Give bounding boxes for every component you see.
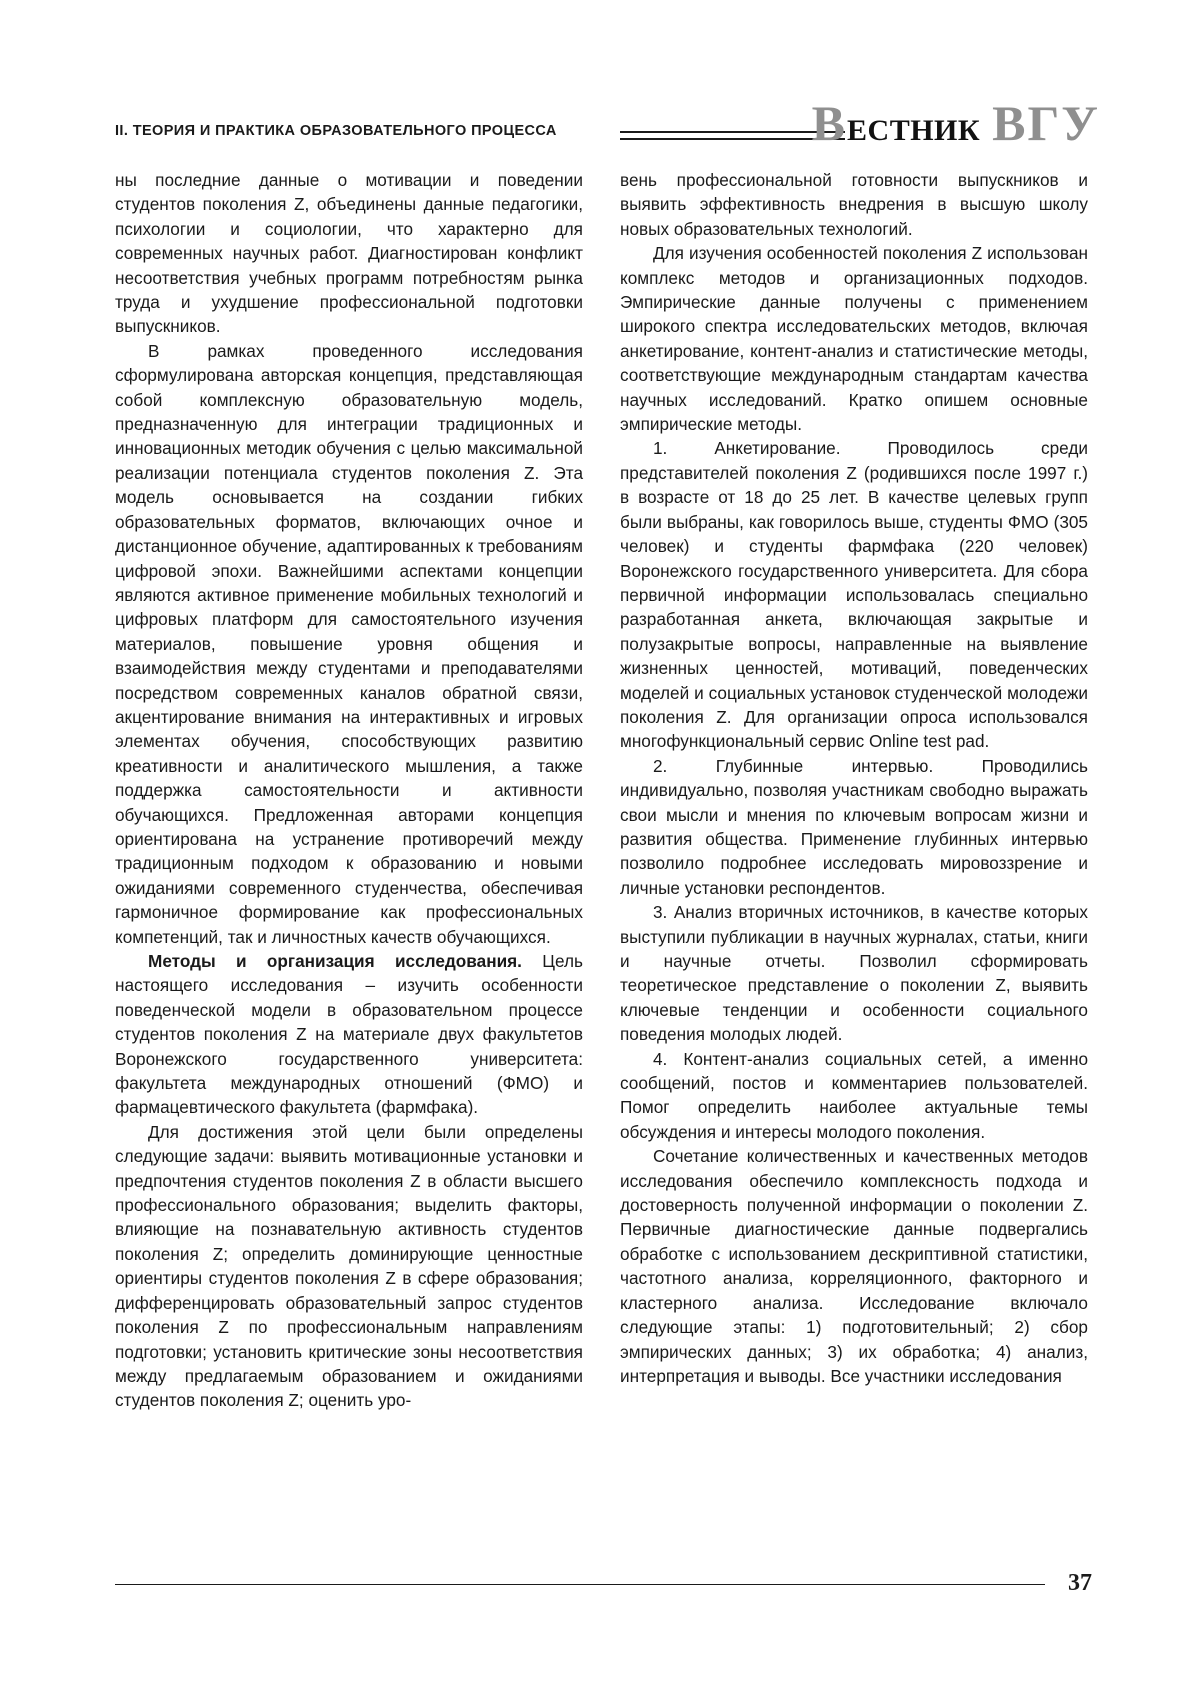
paragraph: 4. Контент-анализ социальных сетей, а именно сообщений, постов и комментариев пользователей. Помог определить наиболее актуальные темы обсуждения и интересы молодого поколения. <box>620 1048 1088 1142</box>
right-column <box>620 168 1088 1388</box>
methods-text: Цель настоящего исследования – изучить особенности поведенческой модели в образовательном процессе студентов поколения Z на материале двух факультетов Воронежского государственного университета: факультета международных отношений (ФМО) и фармацевтического факультета (фармфака). <box>115 951 583 1118</box>
logo-initial: В <box>811 95 848 151</box>
paragraph: В рамках проведенного исследования сформулирована авторская концепция, представляющая собой комплексную образовательную модель, предназначенную для интеграции традиционных и инновационных методик обучения с целью максимальной реализации потенциала студентов поколения Z. Эта модель основывается на создании гибких образовательных форматов, включающих очное и дистанционное обучение, адаптированных к требованиям цифровой эпохи. Важнейшими аспектами концепции являются активное применение мобильных технологий и цифровых платформ для самостоятельного изучения материалов, повышение уровня общения и взаимодействия между студентами и преподавателями посредством современных каналов обратной связи, акцентирование внимания на интерактивных и игровых элементах обучения, способствующих развитию креативности и аналитического мышления, а также поддержка самостоятельности и активности обучающихся. Предложенная авторами концепция ориентирована на устранение противоречий между традиционным подходом к образованию и новыми ожиданиями современного студенчества, обеспечивая гармоничное формирование как профессиональных компетенций, так и личностных качеств обучающихся. <box>115 340 583 947</box>
paragraph: 2. Глубинные интервью. Проводились индивидуально, позволяя участникам свободно выражать свои мысли и мнения по ключевым вопросам жизни и развития общества. Применение глубинных интервью позволило подробнее исследовать мировоззрение и личные установки респондентов. <box>620 755 1088 898</box>
paragraph: 3. Анализ вторичных источников, в качестве которых выступили публикации в научных журналах, статьи, книги и научные отчеты. Позволил сформировать теоретическое представление о поколении Z, выявить ключевые тенденции и особенности социального поведения молодых людей. <box>620 902 1088 1045</box>
paragraph: Для достижения этой цели были определены следующие задачи: выявить мотивационные установки и предпочтения студентов поколения Z в области высшего профессионального образования; выделить факторы, влияющие на познавательную активность студентов поколения Z; определить доминирующие ценностные ориентиры студентов поколения Z в сфере образования; дифференцировать образовательный запрос студентов поколения Z по профессиональным направлениям подготовки; установить критические зоны несоответствия между предлагаемым образованием и ожиданиями студентов поколения Z; оценить уро- <box>115 1121 583 1411</box>
paragraph: Сочетание количественных и качественных методов исследования обеспечило комплексность подхода и достоверность полученной информации о поколении Z. Первичные диагностические данные подвергались обработке с использованием дескриптивной статистики, частотного анализа, корреляционного, факторного и кластерного анализа. Исследование включало следующие этапы: 1) подготовительный; 2) сбор эмпирических данных; 3) их обработка; 4) анализ, интерпретация и выводы. Все участники исследования <box>620 1146 1088 1386</box>
logo-word-2: ВГУ <box>992 95 1100 151</box>
section-title: II. ТЕОРИЯ И ПРАКТИКА ОБРАЗОВАТЕЛЬНОГО ПРОЦЕССА <box>115 123 557 139</box>
methods-heading: Методы и организация исследования. <box>148 951 522 971</box>
running-header <box>115 95 1100 151</box>
paragraph: 1. Анкетирование. Проводилось среди представителей поколения Z (родившихся после 1997 г.) в возрасте от 18 до 25 лет. В качестве целевых групп были выбраны, как говорилось выше, студенты ФМО (305 человек) и студенты фармфака (220 человек) Воронежского государственного университета. Для сбора первичной информации использовалась специально разработанная анкета, включающая закрытые и полузакрытые вопросы, направленные на выявление жизненных ценностей, мотиваций, поведенческих моделей и социальных установок студенческой молодежи поколения Z. Для организации опроса использовался многофункциональный сервис Online test pad. <box>620 438 1088 752</box>
paragraph: ны последние данные о мотивации и поведении студентов поколения Z, объединены данные педагогики, психологии и социологии, что характерно для современных научных работ. Диагностирован конфликт несоответствия учебных программ потребностям рынка труда и ухудшение профессиональной подготовки выпускников. <box>115 170 583 337</box>
journal-logo <box>811 95 1100 151</box>
paragraph: Для изучения особенностей поколения Z использован комплекс методов и организационных подходов. Эмпирические данные получены с применением широкого спектра исследовательских методов, включая анкетирование, контент-анализ и статистические методы, соответствующие международным стандартам качества научных исследований. Кратко опишем основные эмпирические методы. <box>620 243 1088 435</box>
left-column <box>115 168 583 1413</box>
logo-word-1: ЕСТНИК <box>847 114 981 147</box>
paragraph: вень профессиональной готовности выпускников и выявить эффективность внедрения в высшую школу новых образовательных технологий. <box>620 170 1088 239</box>
paragraph-methods <box>115 949 583 1120</box>
page-number: 37 <box>1068 1570 1092 1596</box>
footer-rule <box>115 1584 1045 1585</box>
